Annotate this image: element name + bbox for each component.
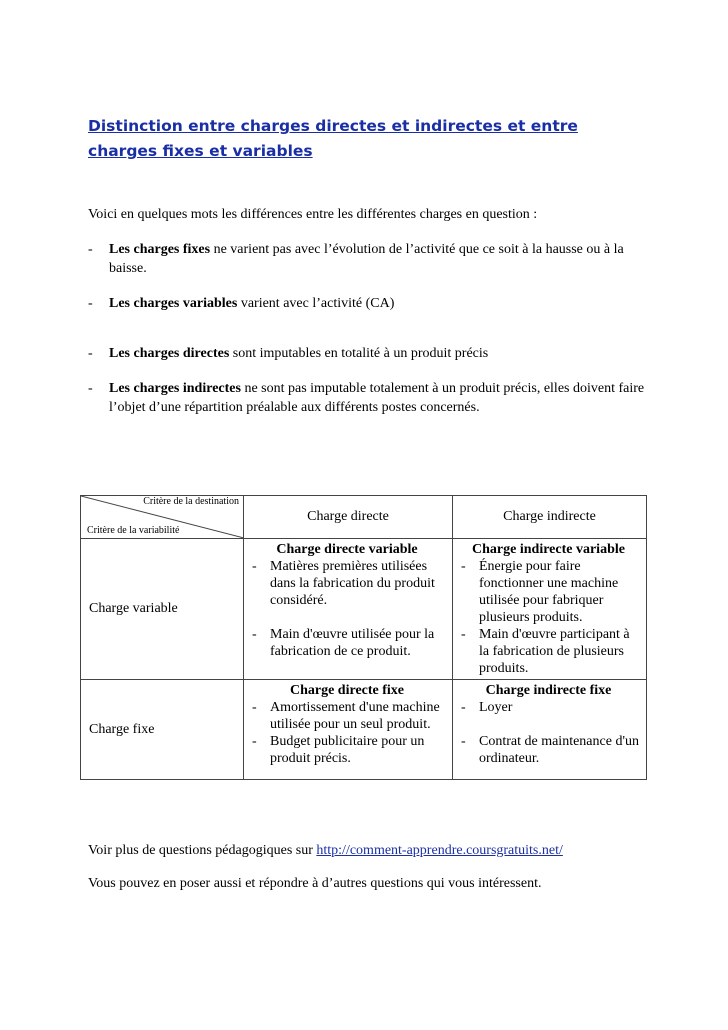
cell-list-item [246,558,448,609]
document-title: Distinction entre charges directes et indirectes et entre charges fixes et variables [88,117,578,160]
item-text: Main d'œuvre utilisée pour la fabrication de ce produit. [270,627,435,659]
dash-marker: - [461,559,466,574]
item-text: Main d'œuvre participant à la fabrication de plusieurs produits. [479,627,630,676]
cell-list-item [455,558,642,626]
definition-fixed: ne varient pas avec l’évolution de l’activité que ce soit à la hausse ou à la baisse. [109,242,624,276]
dash-marker: - [461,700,466,715]
cell-fixed-direct [244,680,453,780]
dash-marker: - [88,242,93,257]
dash-marker: - [88,381,93,396]
dash-marker: - [252,559,257,574]
dash-marker: - [461,734,466,749]
variability-criterion-label: Critère de la variabilité [87,525,180,536]
cell-list-item [246,626,448,660]
cell-list-item [455,626,642,677]
cell-heading: Charge directe variable [276,542,418,557]
item-text: Matières premières utilisées dans la fabrication du produit considéré. [270,559,435,608]
item-text: Énergie pour faire fonctionner une machine utilisée pour fabriquer plusieurs produits. [479,559,619,625]
term-variable: Les charges variables [109,296,238,311]
item-text: Amortissement d'une machine utilisée pour un seul produit. [270,700,440,732]
cell-list-item [246,699,448,733]
list-item-fixed [88,240,648,278]
cell-variable-indirect [453,539,647,680]
destination-criterion-label: Critère de la destination [143,496,239,507]
cell-heading: Charge directe fixe [289,683,405,698]
list-item-direct [88,344,648,363]
charges-list [88,240,648,417]
row-header-variable: Charge variable [81,539,244,680]
cell-list-item [246,733,448,767]
charges-table [80,495,647,780]
term-indirect: Les charges indirectes [109,381,241,396]
definition-indirect: ne sont pas imputable totalement à un produit précis, elles doivent faire l’objet d’une répartition préalable aux différents postes concernés. [109,381,645,415]
term-direct: Les charges directes [109,346,230,361]
table-corner-cell [81,496,244,539]
intro-paragraph: Voici en quelques mots les différences entre les différentes charges en question : [88,207,538,222]
item-text: Loyer [479,700,513,715]
definition-direct: sont imputables en totalité à un produit précis [229,346,489,361]
dash-marker: - [252,734,257,749]
definition-variable: varient avec l’activité (CA) [237,296,395,311]
footer-prefix-text: Voir plus de questions pédagogiques sur [88,843,317,858]
footer-more-questions [88,843,563,859]
cell-heading: Charge indirecte variable [472,542,625,557]
dash-marker: - [461,627,466,642]
column-header-direct: Charge directe [244,496,453,539]
row-header-fixed: Charge fixe [81,680,244,780]
cell-variable-direct [244,539,453,680]
column-header-indirect: Charge indirecte [453,496,647,539]
list-item-indirect [88,379,648,417]
courses-link[interactable]: http://comment-apprendre.coursgratuits.net/ [316,843,563,858]
dash-marker: - [252,700,257,715]
cell-fixed-indirect [453,680,647,780]
item-text: Contrat de maintenance d'un ordinateur. [479,734,639,766]
dash-marker: - [88,346,93,361]
cell-list-item [455,699,642,716]
cell-heading: Charge indirecte fixe [485,683,612,698]
term-fixed: Les charges fixes [109,242,211,257]
footer-invitation: Vous pouvez en poser aussi et répondre à d’autres questions qui vous intéressent. [88,876,542,891]
dash-marker: - [252,627,257,642]
cell-list-item [455,733,642,767]
list-item-variable [88,294,648,313]
dash-marker: - [88,296,93,311]
item-text: Budget publicitaire pour un produit précis. [270,734,425,766]
